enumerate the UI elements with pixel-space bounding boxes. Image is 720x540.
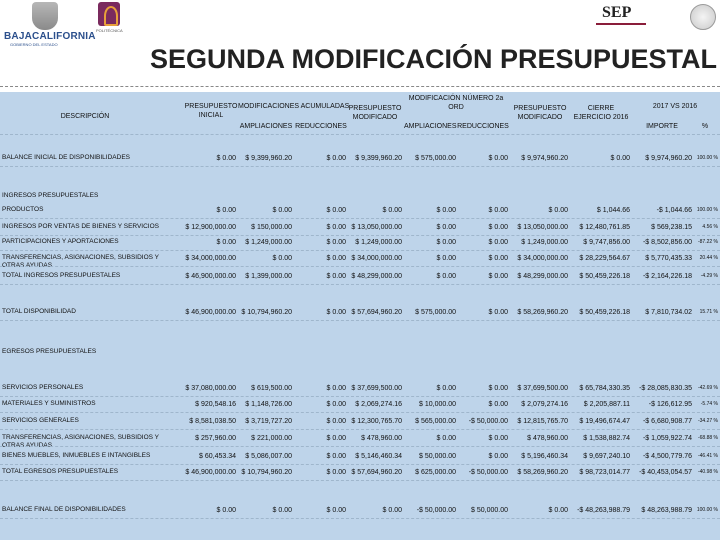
row-divider xyxy=(0,235,720,236)
row-value: $ 0.00 xyxy=(326,207,346,214)
row-divider xyxy=(0,396,720,397)
logo-poli-text: POLITÉCNICA xyxy=(96,28,123,33)
row-divider xyxy=(0,480,720,481)
col-comparativo: 2017 VS 2016 xyxy=(652,103,698,110)
row-value: $ 3,719,727.20 xyxy=(245,418,292,425)
row-value: $ 0.00 xyxy=(436,385,456,392)
row-value: $ 150,000.00 xyxy=(251,224,292,231)
row-label: BALANCE INICIAL DE DISPONIBILIDADES xyxy=(2,154,130,161)
row-label: TRANSFERENCIAS, ASIGNACIONES, SUBSIDIOS Y OTRAS AYUDAS xyxy=(2,434,159,449)
row-value: $ 0.00 xyxy=(326,469,346,476)
sep-logo xyxy=(596,4,646,28)
row-value: $ 37,080,000.00 xyxy=(185,385,236,392)
row-value: $ 12,300,765.70 xyxy=(351,418,402,425)
row-divider xyxy=(0,429,720,430)
row-value: $ 0.00 xyxy=(326,401,346,408)
row-label: INGRESOS PRESUPUESTALES xyxy=(2,192,99,199)
row-value: $ 37,699,500.00 xyxy=(351,385,402,392)
row-value: $ 28,229,564.67 xyxy=(579,255,630,262)
row-value: $ 0.00 xyxy=(548,207,568,214)
row-value: $ 57,694,960.20 xyxy=(351,309,402,316)
row-value: $ 60,453.34 xyxy=(199,453,236,460)
row-value: $ 9,399,960.20 xyxy=(355,155,402,162)
header-logos xyxy=(0,0,720,45)
row-value: $ 13,050,000.00 xyxy=(517,224,568,231)
row-label: INGRESOS POR VENTAS DE BIENES Y SERVICIOS xyxy=(2,223,160,230)
row-value: -$ 4,500,779.76 xyxy=(642,453,692,460)
row-value: $ 9,974,960.20 xyxy=(521,155,568,162)
row-value: $ 58,269,960.20 xyxy=(517,469,568,476)
row-value: $ 0.00 xyxy=(216,507,236,514)
row-label: TOTAL DISPONIBILIDAD xyxy=(2,308,76,315)
row-label: TOTAL INGRESOS PRESUPUESTALES xyxy=(2,272,121,279)
row-value: $ 48,299,000.00 xyxy=(517,273,568,280)
logo-bc-text: BAJACALIFORNIA xyxy=(4,31,96,42)
row-value: $ 0.00 xyxy=(488,155,508,162)
row-value: -$ 2,164,226.18 xyxy=(642,273,692,280)
row-value: $ 50,000.00 xyxy=(471,507,508,514)
col-descripcion: DESCRIPCIÓN xyxy=(60,113,110,120)
row-value: -$ 28,085,830.35 xyxy=(639,385,692,392)
col-modificacion-numero: MODIFICACIÓN NÚMERO 2a ORD xyxy=(408,95,504,111)
row-value: $ 5,770,435.33 xyxy=(645,255,692,262)
row-value: $ 0.00 xyxy=(436,224,456,231)
sep-text: SEP xyxy=(602,4,632,21)
row-value: $ 98,723,014.77 xyxy=(579,469,630,476)
row-value: $ 57,694,960.20 xyxy=(351,469,402,476)
row-value: $ 0.00 xyxy=(436,435,456,442)
row-value: $ 0.00 xyxy=(382,207,402,214)
row-value: -40.98 % xyxy=(697,469,718,475)
politecnica-mark-icon xyxy=(98,2,120,26)
row-label: SERVICIOS GENERALES xyxy=(2,417,79,424)
row-value: $ 50,000.00 xyxy=(419,453,456,460)
row-value: $ 0.00 xyxy=(326,239,346,246)
row-value: -68.88 % xyxy=(697,435,718,441)
row-value: $ 46,900,000.00 xyxy=(185,469,236,476)
row-value: $ 0.00 xyxy=(382,507,402,514)
row-value: -$ 8,502,856.00 xyxy=(642,239,692,246)
row-value: $ 65,784,330.35 xyxy=(579,385,630,392)
row-value: $ 0.00 xyxy=(326,224,346,231)
row-value: $ 5,086,007.00 xyxy=(245,453,292,460)
row-value: $ 2,205,887.11 xyxy=(583,401,630,408)
row-value: $ 46,900,000.00 xyxy=(185,273,236,280)
row-value: $ 5,146,460.34 xyxy=(355,453,402,460)
col-modificaciones-acumuladas: MODIFICACIONES ACUMULADAS xyxy=(238,103,350,110)
col-reducciones: REDUCCIONES xyxy=(295,123,347,130)
row-value: $ 920,548.16 xyxy=(195,401,236,408)
row-value: $ 1,399,000.00 xyxy=(245,273,292,280)
row-value: $ 0.00 xyxy=(488,224,508,231)
row-value: $ 1,044.66 xyxy=(596,207,630,214)
row-value: $ 257,960.00 xyxy=(195,435,236,442)
row-divider xyxy=(0,412,720,413)
row-value: $ 0.00 xyxy=(326,385,346,392)
row-value: $ 0.00 xyxy=(436,255,456,262)
row-divider xyxy=(0,218,720,219)
row-value: $ 10,794,960.20 xyxy=(241,309,292,316)
row-value: $ 0.00 xyxy=(488,273,508,280)
budget-table xyxy=(0,92,720,540)
row-value: $ 1,249,000.00 xyxy=(521,239,568,246)
row-value: $ 625,000.00 xyxy=(415,469,456,476)
row-value: $ 0.00 xyxy=(488,255,508,262)
col-importe: IMPORTE xyxy=(646,123,678,130)
row-value: -87.22 % xyxy=(697,239,718,245)
row-value: -$ 126,612.95 xyxy=(648,401,692,408)
row-value: $ 221,000.00 xyxy=(251,435,292,442)
row-value: $ 0.00 xyxy=(488,309,508,316)
row-value: $ 5,196,460.34 xyxy=(521,453,568,460)
row-value: 20.44 % xyxy=(699,255,718,261)
row-label: TRANSFERENCIAS, ASIGNACIONES, SUBSIDIOS Y OTRAS AYUDAS xyxy=(2,254,159,269)
row-value: 4.56 % xyxy=(702,224,718,230)
row-value: $ 37,699,500.00 xyxy=(517,385,568,392)
row-value: $ 0.00 xyxy=(436,207,456,214)
row-value: $ 0.00 xyxy=(436,273,456,280)
col-cierre-ejercicio: CIERRE EJERCICIO 2016 xyxy=(573,105,629,121)
row-value: $ 12,815,765.70 xyxy=(517,418,568,425)
row-value: -$ 48,263,988.79 xyxy=(577,507,630,514)
row-value: $ 0.00 xyxy=(488,385,508,392)
row-value: $ 12,480,761.85 xyxy=(579,224,630,231)
row-value: $ 34,000,000.00 xyxy=(185,255,236,262)
row-value: $ 0.00 xyxy=(610,155,630,162)
row-value: $ 19,496,674.47 xyxy=(579,418,630,425)
row-divider xyxy=(0,166,720,167)
row-label: PRODUCTOS xyxy=(2,206,44,213)
row-value: $ 46,900,000.00 xyxy=(185,309,236,316)
row-divider xyxy=(0,284,720,285)
row-value: $ 34,000,000.00 xyxy=(517,255,568,262)
row-divider xyxy=(0,250,720,251)
baja-california-logo xyxy=(4,2,96,47)
row-label: TOTAL EGRESOS PRESUPUESTALES xyxy=(2,468,119,475)
row-value: -$ 1,059,922.74 xyxy=(642,435,692,442)
row-value: $ 0.00 xyxy=(436,239,456,246)
col-reducciones-2: REDUCCIONES xyxy=(457,123,509,130)
row-value: $ 478,960.00 xyxy=(361,435,402,442)
row-value: -$ 50,000.00 xyxy=(468,469,508,476)
sep-underline xyxy=(596,23,646,25)
row-value: $ 0.00 xyxy=(326,507,346,514)
row-value: -46.41 % xyxy=(697,453,718,459)
row-value: $ 2,069,274.16 xyxy=(355,401,402,408)
row-value: $ 0.00 xyxy=(326,418,346,425)
row-value: -$ 50,000.00 xyxy=(468,418,508,425)
row-value: 100.00 % xyxy=(696,507,718,513)
row-value: $ 10,000.00 xyxy=(419,401,456,408)
row-value: $ 619,500.00 xyxy=(251,385,292,392)
row-value: -$ 50,000.00 xyxy=(416,507,456,514)
row-divider xyxy=(0,446,720,447)
row-value: $ 8,581,038.50 xyxy=(189,418,236,425)
row-value: $ 34,000,000.00 xyxy=(351,255,402,262)
row-value: $ 9,399,960.20 xyxy=(245,155,292,162)
national-seal-icon xyxy=(690,4,716,30)
row-label: EGRESOS PRESUPUESTALES xyxy=(2,348,97,355)
row-value: -$ 40,453,054.57 xyxy=(639,469,692,476)
row-label: MATERIALES Y SUMINISTROS xyxy=(2,400,96,407)
row-value: $ 0.00 xyxy=(326,255,346,262)
row-value: $ 0.00 xyxy=(326,309,346,316)
row-value: $ 48,263,988.79 xyxy=(641,507,692,514)
row-value: -5.74 % xyxy=(700,401,718,407)
col-ampliaciones-2: AMPLIACIONES xyxy=(404,123,457,130)
row-value: $ 1,148,726.00 xyxy=(245,401,292,408)
row-value: $ 1,249,000.00 xyxy=(355,239,402,246)
row-value: $ 9,697,240.10 xyxy=(583,453,630,460)
row-label: BIENES MUEBLES, INMUEBLES E INTANGIBLES xyxy=(2,452,151,459)
row-value: $ 12,900,000.00 xyxy=(185,224,236,231)
col-ampliaciones: AMPLIACIONES xyxy=(239,123,293,130)
row-value: $ 1,249,000.00 xyxy=(245,239,292,246)
row-value: $ 58,269,960.20 xyxy=(517,309,568,316)
row-value: $ 0.00 xyxy=(488,401,508,408)
row-divider xyxy=(0,266,720,267)
row-value: $ 9,974,960.20 xyxy=(645,155,692,162)
row-value: $ 478,960.00 xyxy=(527,435,568,442)
row-value: -$ 6,680,908.77 xyxy=(642,418,692,425)
row-value: $ 0.00 xyxy=(272,207,292,214)
row-value: $ 48,299,000.00 xyxy=(351,273,402,280)
row-value: $ 0.00 xyxy=(326,273,346,280)
header-bottom-line xyxy=(0,134,720,135)
page-title: SEGUNDA MODIFICACIÓN PRESUPUESTAL xyxy=(150,44,718,74)
row-value: $ 0.00 xyxy=(488,207,508,214)
row-value: $ 575,000.00 xyxy=(415,155,456,162)
row-value: $ 0.00 xyxy=(326,435,346,442)
row-value: -$ 1,044.66 xyxy=(656,207,692,214)
row-value: $ 2,079,274.16 xyxy=(521,401,568,408)
row-value: $ 0.00 xyxy=(272,255,292,262)
row-label: SERVICIOS PERSONALES xyxy=(2,384,84,391)
row-value: $ 0.00 xyxy=(548,507,568,514)
row-value: 100.00 % xyxy=(696,207,718,213)
row-divider xyxy=(0,320,720,321)
logo-bc-sub: GOBIERNO DEL ESTADO xyxy=(10,42,58,47)
row-value: $ 0.00 xyxy=(488,239,508,246)
row-value: $ 0.00 xyxy=(272,507,292,514)
row-value: $ 1,538,882.74 xyxy=(583,435,630,442)
row-value: $ 13,050,000.00 xyxy=(351,224,402,231)
row-divider xyxy=(0,464,720,465)
row-value: -34.27 % xyxy=(697,418,718,424)
row-value: -4.29 % xyxy=(700,273,718,279)
row-value: $ 7,810,734.02 xyxy=(645,309,692,316)
row-value: $ 9,747,856.00 xyxy=(583,239,630,246)
politecnica-logo xyxy=(96,2,122,38)
row-value: $ 0.00 xyxy=(216,155,236,162)
row-value: $ 0.00 xyxy=(488,435,508,442)
row-value: $ 565,000.00 xyxy=(415,418,456,425)
row-value: $ 575,000.00 xyxy=(415,309,456,316)
row-value: $ 10,794,960.20 xyxy=(241,469,292,476)
col-presupuesto-modificado-2: PRESUPUESTO MODIFICADO xyxy=(513,105,567,121)
col-presupuesto-inicial: PRESUPUESTO INICIAL xyxy=(184,103,238,119)
row-label: PARTICIPACIONES Y APORTACIONES xyxy=(2,238,119,245)
row-value: $ 0.00 xyxy=(326,453,346,460)
row-value: 100.00 % xyxy=(696,155,718,161)
row-value: $ 50,459,226.18 xyxy=(579,273,630,280)
title-divider xyxy=(0,86,720,87)
row-divider xyxy=(0,518,720,519)
row-value: $ 569,238.15 xyxy=(651,224,692,231)
row-label: BALANCE FINAL DE DISPONIBILIDADES xyxy=(2,506,126,513)
row-value: $ 0.00 xyxy=(326,155,346,162)
row-value: $ 0.00 xyxy=(488,453,508,460)
coat-of-arms-icon xyxy=(32,2,58,30)
row-value: $ 50,459,226.18 xyxy=(579,309,630,316)
col-pct: % xyxy=(701,123,709,130)
row-value: $ 0.00 xyxy=(216,239,236,246)
row-value: 15.71 % xyxy=(699,309,718,315)
row-value: -42.69 % xyxy=(697,385,718,391)
col-presupuesto-modificado: PRESUPUESTO MODIFICADO xyxy=(348,105,402,121)
row-value: $ 0.00 xyxy=(216,207,236,214)
